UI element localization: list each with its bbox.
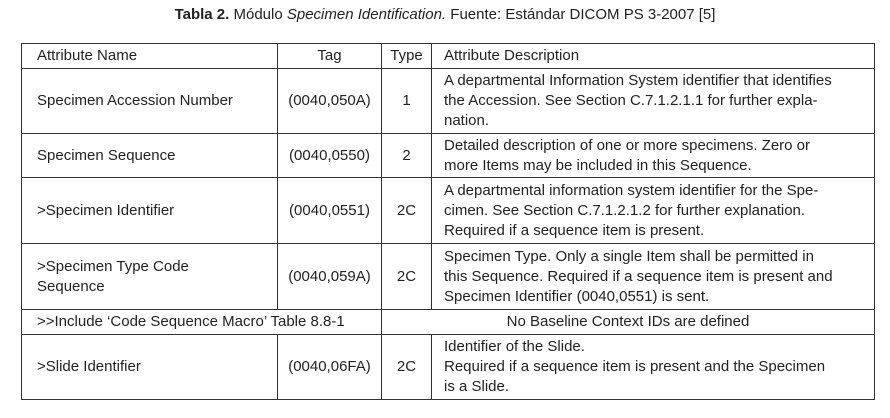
attribute-type: 2C (382, 335, 432, 400)
attribute-description (432, 335, 875, 400)
table-row (22, 335, 875, 400)
description-line: Detailed description of one or more specimens. Zero or (444, 136, 811, 154)
table-row (22, 134, 875, 178)
table-row (22, 69, 875, 134)
table-row (22, 310, 875, 335)
table-row (22, 244, 875, 310)
attribute-description (432, 134, 875, 178)
caption-pre: Módulo (229, 6, 287, 23)
attribute-description (432, 178, 875, 244)
table-caption (0, 6, 890, 24)
description-line: is a Slide. (444, 378, 510, 395)
description-line: nation. (444, 112, 490, 129)
attribute-type: 2C (382, 244, 432, 310)
description-line: A departmental Information System identifier that identifies (444, 72, 832, 89)
merged-description: No Baseline Context IDs are defined (382, 310, 875, 335)
attribute-tag: (0040,06FA) (278, 335, 382, 400)
attribute-tag: (0040,050A) (278, 69, 382, 134)
attribute-name-line: >Specimen Type Code (37, 257, 189, 275)
table-header-row (22, 44, 875, 69)
attribute-tag: (0040,0551) (278, 178, 382, 244)
header-attribute-name: Attribute Name (22, 44, 278, 69)
attribute-description (432, 69, 875, 134)
description-line: cimen. See Section C.7.1.2.1.2 for further explanation. (444, 201, 806, 219)
attribute-name: >Specimen Identifier (22, 178, 278, 244)
caption-post: Fuente: Estándar DICOM PS 3-2007 [5] (446, 6, 716, 23)
attribute-tag: (0040,0550) (278, 134, 382, 178)
attribute-name: >>Include ‘Code Sequence Macro’ Table 8.8-1 (22, 310, 382, 335)
attribute-type: 2 (382, 134, 432, 178)
header-tag: Tag (278, 44, 382, 69)
attribute-name: >Slide Identifier (22, 335, 278, 400)
table-row (22, 178, 875, 244)
attribute-type: 1 (382, 69, 432, 134)
caption-italic: Specimen Identification. (286, 6, 447, 23)
attribute-type: 2C (382, 178, 432, 244)
description-line: more Items may be included in this Sequence. (444, 156, 752, 174)
description-line: Identifier of the Slide. (444, 338, 585, 355)
description-line: the Accession. See Section C.7.1.2.1.1 for further expla- (444, 92, 818, 109)
attribute-name (22, 244, 278, 310)
attribute-name: Specimen Sequence (22, 134, 278, 178)
attribute-name-line: Sequence (37, 277, 105, 295)
description-line: Specimen Type. Only a single Item shall be permitted in (444, 247, 814, 265)
header-attribute-description: Attribute Description (432, 44, 875, 69)
attributes-table (21, 43, 875, 400)
description-line: A departmental information system identifier for the Spe- (444, 181, 819, 199)
description-line: Specimen Identifier (0040,0551) is sent. (444, 287, 710, 305)
description-line: this Sequence. Required if a sequence item is present and (444, 267, 833, 285)
caption-label: Tabla 2. (174, 6, 230, 23)
attribute-description (432, 244, 875, 310)
attribute-tag: (0040,059A) (278, 244, 382, 310)
description-line: Required if a sequence item is present. (444, 221, 705, 239)
description-line: Required if a sequence item is present and the Specimen (444, 358, 826, 375)
attribute-name: Specimen Accession Number (22, 69, 278, 134)
header-type: Type (382, 44, 432, 69)
